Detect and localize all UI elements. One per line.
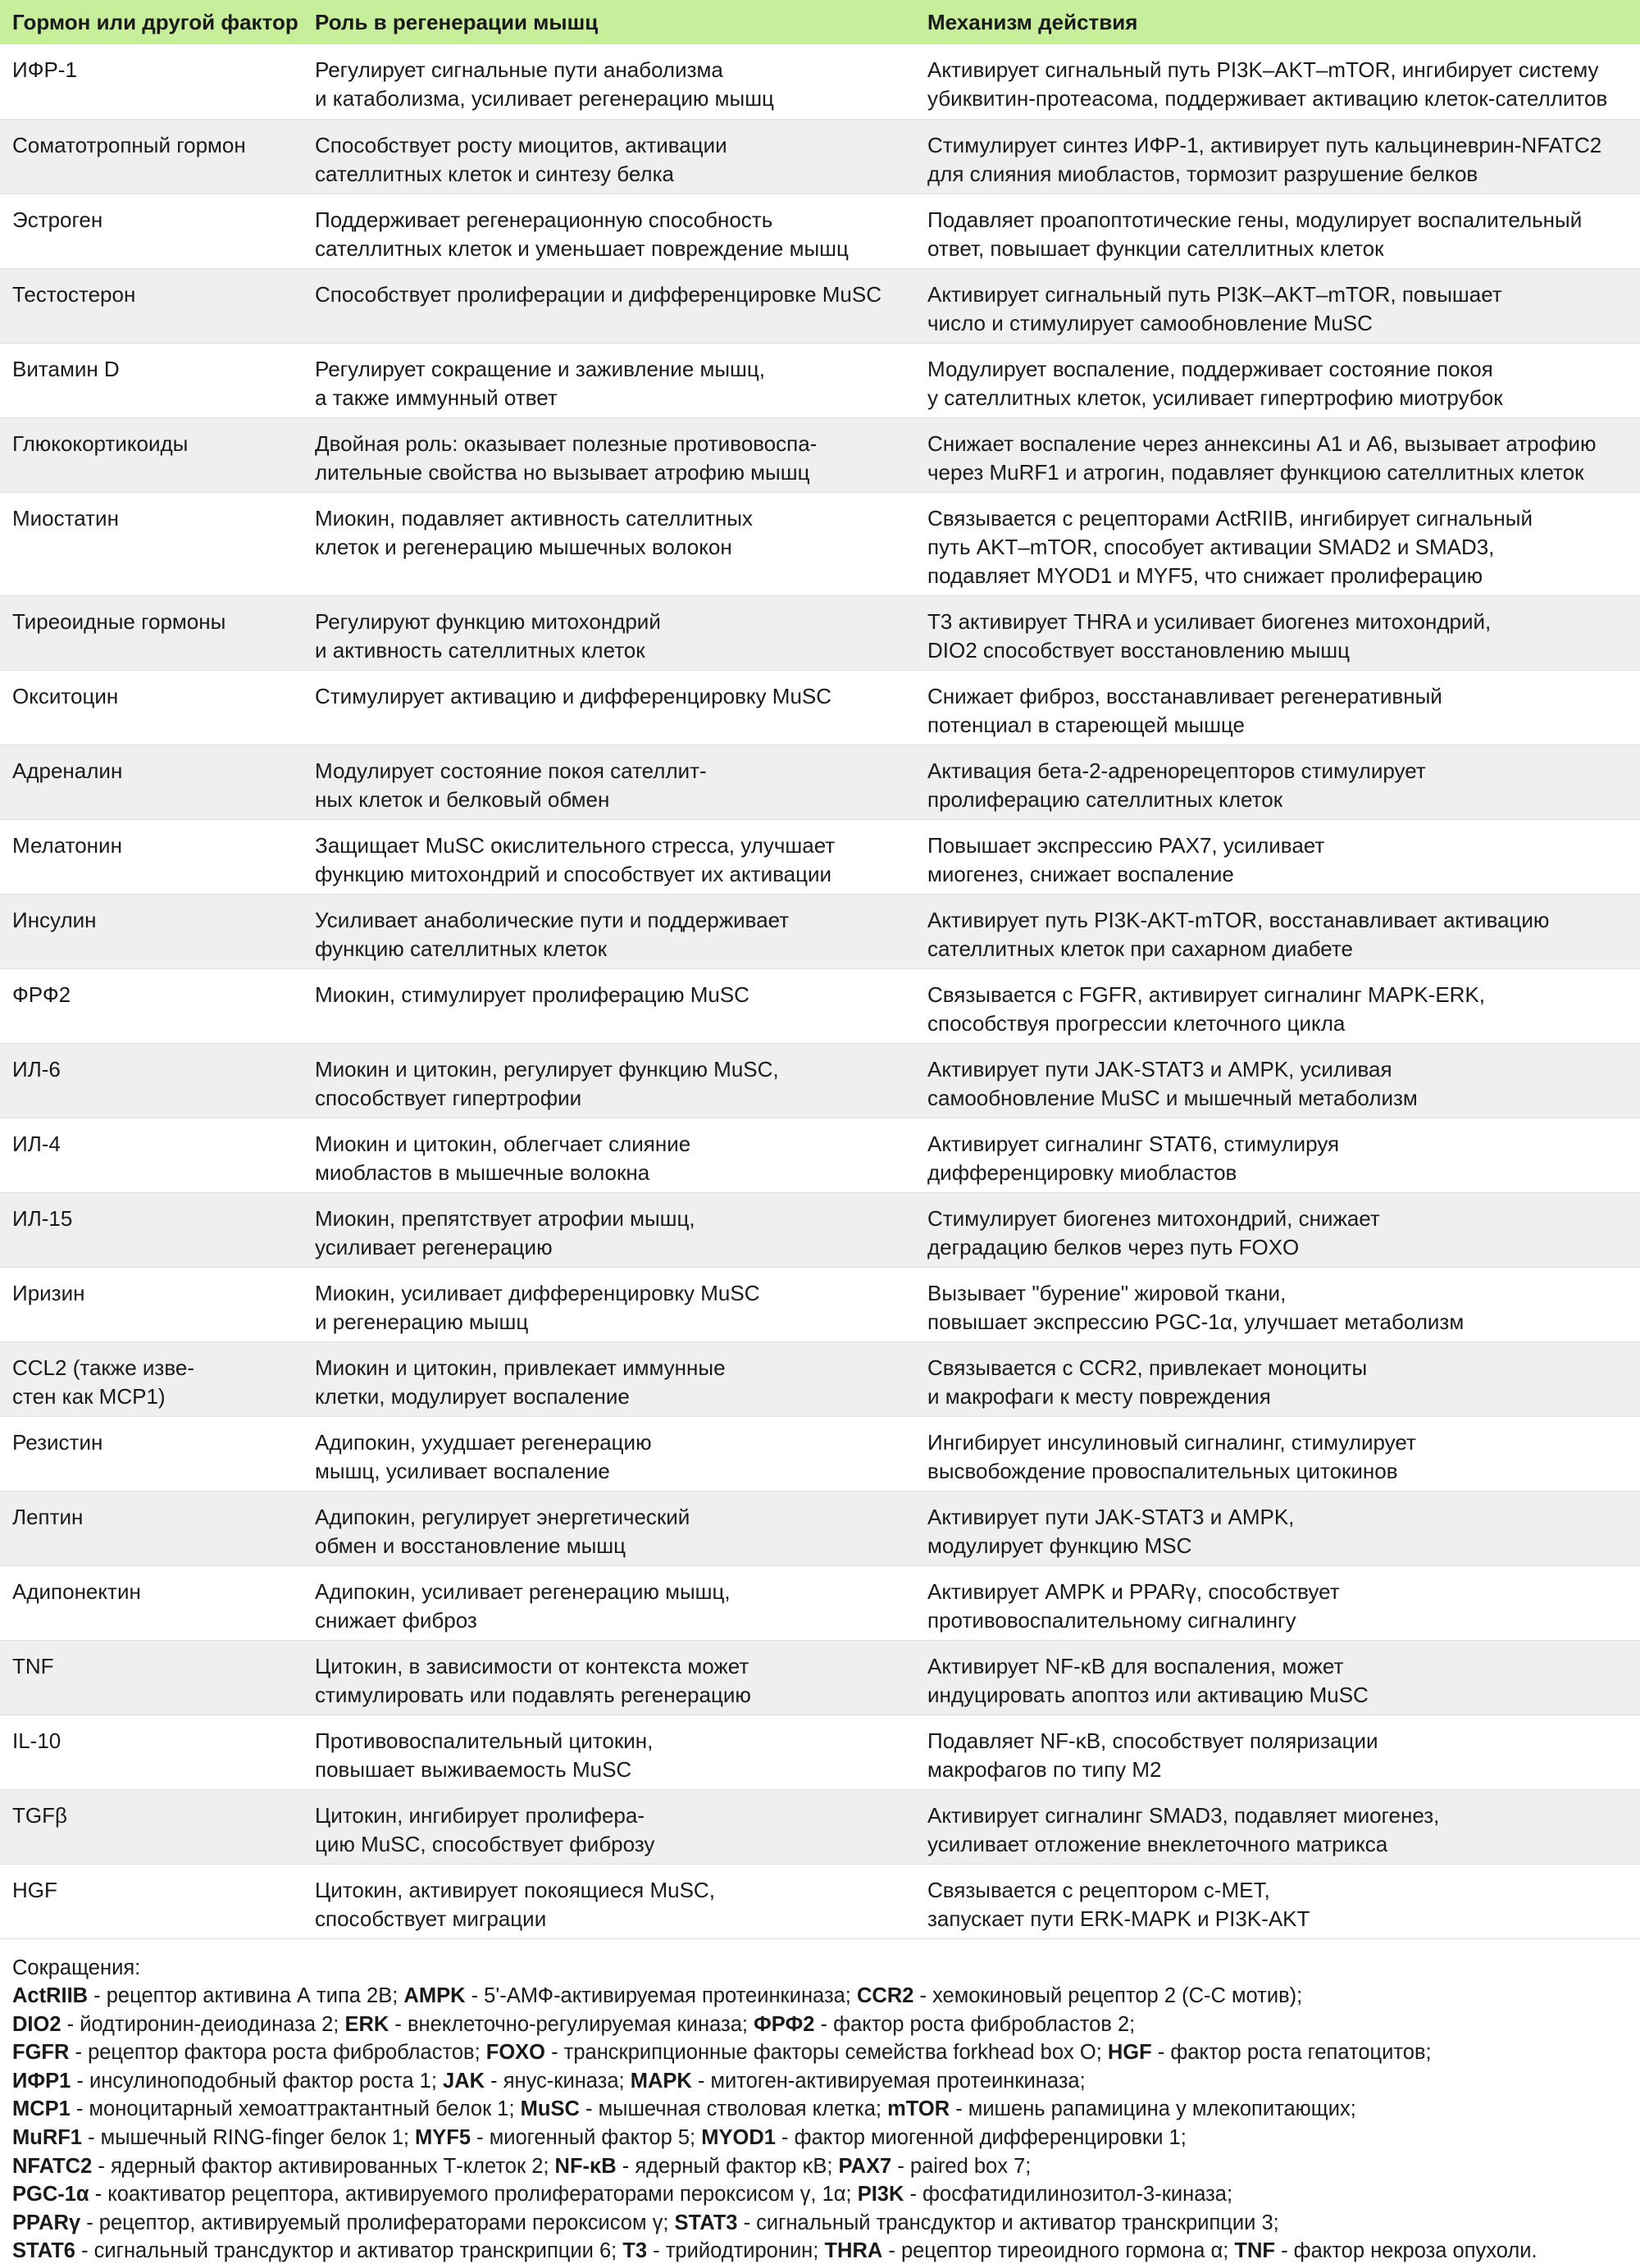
cell-role: Миокин, стимулирует пролиферацию MuSC [315,981,749,1007]
table-row [0,1640,1640,1715]
abbreviation-term: FOXO [485,2041,546,2065]
cell-mechanism: Активирует сигналинг SMAD3, подавляет миогенез, усиливает отложение внеклеточного матрикса [927,1802,1440,1856]
abbreviation-definition: - фактор роста фибробластов 2; [814,2012,1136,2036]
table-row [0,119,1640,194]
cell-role: Миокин, подавляет активность сателлитных клеток и регенерацию мышечных волокон [315,505,753,559]
cell-role: Усиливает анаболические пути и поддерживает функцию сателлитных клеток [315,907,790,961]
abbreviation-line [12,2067,1628,2096]
abbreviations-block [0,1939,1640,2266]
cell-role: Миокин и цитокин, регулирует функцию MuSC, способствует гипертрофии [315,1056,779,1110]
abbreviation-term: PAX7 [838,2154,892,2178]
cell-factor: CCL2 (также изве- стен как MCP1) [12,1355,194,1409]
abbreviation-definition: - коактиватор рецептора, активируемого пролифераторами пероксисом γ, 1α; [89,2183,858,2207]
abbreviation-term: ИФР1 [12,2069,71,2093]
table-row [0,417,1640,492]
cell-role: Миокин, препятствует атрофии мышц, усиливает регенерацию [315,1205,695,1259]
abbreviation-term: DIO2 [12,2012,61,2036]
table-row [0,894,1640,968]
abbreviation-line [12,2152,1628,2181]
table-row [0,595,1640,670]
cell-mechanism: Ингибирует инсулиновый сигналинг, стимулирует высвобождение провоспалительных цитокинов [927,1429,1416,1483]
abbreviation-definition: - фосфатидилинозитол-3-киназа; [904,2183,1233,2207]
cell-factor: Адреналин [12,758,123,783]
abbreviations-list [12,1982,1628,2266]
cell-mechanism: Активирует NF-κB для воспаления, может индуцировать апоптоз или активацию MuSC [927,1653,1369,1707]
cell-factor: Резистин [12,1429,103,1455]
table-row [0,670,1640,745]
cell-factor: Тиреоидные гормоны [12,608,226,634]
abbreviation-definition: - транскрипционные факторы семейства forkhead box O; [545,2041,1108,2065]
abbreviation-term: STAT3 [674,2211,738,2234]
table-row [0,44,1640,119]
cell-mechanism: Стимулирует биогенез митохондрий, снижает деградацию белков через путь FOXO [927,1205,1380,1259]
table-body [0,44,1640,1938]
table-row [0,1416,1640,1491]
table-row [0,968,1640,1043]
abbreviation-definition: - 5'-АМФ-активируемая протеинкиназа; [465,1984,857,2008]
cell-role: Миокин, усиливает дифференцировку MuSC и регенерацию мышц [315,1280,760,1334]
abbreviation-definition: - фактор некроза опухоли. [1274,2239,1538,2263]
cell-factor: ИЛ-15 [12,1205,73,1231]
cell-mechanism: Стимулирует синтез ИФР-1, активирует путь кальциневрин-NFATC2 для слияния миобластов, тормозит разрушение белков [927,132,1602,186]
cell-mechanism: Связывается с CCR2, привлекает моноциты и макрофаги к месту повреждения [927,1355,1368,1409]
cell-factor: Мелатонин [12,832,122,858]
cell-mechanism: Активация бета-2-адренорецепторов стимулирует пролиферацию сателлитных клеток [927,758,1426,812]
abbreviation-definition: - рецептор активина А типа 2В; [88,1984,404,2008]
abbreviation-definition: - миогенный фактор 5; [471,2126,702,2150]
table-row [0,1192,1640,1267]
abbreviation-definition: - paired box 7; [891,2154,1032,2178]
abbreviation-definition: - мышечный RING-finger белок 1; [82,2126,416,2150]
cell-role: Противовоспалительный цитокин, повышает выживаемость MuSC [315,1728,654,1782]
abbreviation-term: FGFR [12,2041,70,2065]
cell-factor: TNF [12,1653,54,1678]
abbreviation-definition: - сигнальный трансдуктор и активатор транскрипции 6; [75,2239,623,2263]
cell-role: Миокин и цитокин, облегчает слияние миобластов в мышечные волокна [315,1131,691,1185]
abbreviation-definition: - трийодтиронин; [647,2239,825,2263]
cell-mechanism: Модулирует воспаление, поддерживает состояние покоя у сателлитных клеток, усиливает гипертрофию миотрубок [927,356,1503,410]
abbreviation-definition: - мишень рапамицина у млекопитающих; [950,2097,1356,2121]
abbreviation-definition: - рецептор фактора роста фибробластов; [69,2041,486,2065]
cell-role: Защищает MuSC окислительного стресса, улучшает функцию митохондрий и способствует их активации [315,832,836,886]
table-row [0,745,1640,819]
cell-factor: Глюкокортикоиды [12,430,189,456]
table-row [0,1565,1640,1640]
abbreviation-term: NF-κB [554,2154,617,2178]
abbreviation-line [12,2124,1628,2152]
table-row [0,268,1640,343]
abbreviation-definition: - внеклеточно-регулируемая киназа; [389,2012,754,2036]
abbreviation-line [12,2011,1628,2039]
cell-role: Модулирует состояние покоя сателлит- ных клеток и белковый обмен [315,758,707,812]
cell-mechanism: Повышает экспрессию PAX7, усиливает миогенез, снижает воспаление [927,832,1325,886]
cell-factor: Инсулин [12,907,97,932]
cell-role: Поддерживает регенерационную способность сателлитных клеток и уменьшает повреждение мышц [315,207,849,261]
abbreviation-definition: - ядерный фактор κB; [616,2154,839,2178]
cell-role: Цитокин, активирует покоящиеся MuSC, способствует миграции [315,1877,715,1931]
cell-factor: Иризин [12,1280,85,1305]
abbreviation-line [12,2095,1628,2124]
cell-role: Регулирует сигнальные пути анаболизма и катаболизма, усиливает регенерацию мышц [315,57,774,111]
abbreviation-term: PGC-1α [12,2183,89,2207]
table-row [0,343,1640,417]
cell-role: Адипокин, регулирует энергетический обмен и восстановление мышц [315,1504,690,1558]
header-row [0,0,1640,44]
cell-factor: Адипонектин [12,1578,141,1604]
table-row [0,1341,1640,1416]
cell-mechanism: Снижает воспаление через аннексины А1 и А6, вызывает атрофию через MuRF1 и атрогин, подавляет функциою сателлитных клеток [927,430,1597,485]
cell-mechanism: Активирует AMPK и PPARγ, способствует противовоспалительному сигналингу [927,1578,1340,1633]
cell-mechanism: Активирует сигналинг STAT6, стимулируя дифференцировку миобластов [927,1131,1340,1185]
abbreviation-definition: - рецептор, активируемый пролифераторами пероксисом γ; [80,2211,675,2234]
table-row [0,819,1640,894]
abbreviations-title: Сокращения: [12,1956,141,1979]
cell-mechanism: Подавляет NF-κB, способствует поляризации макрофагов по типу M2 [927,1728,1378,1782]
cell-mechanism: Подавляет проапоптотические гены, модулирует воспалительный ответ, повышает функции сателлитных клеток [927,207,1583,261]
table-row [0,1789,1640,1864]
cell-factor: Тестостерон [12,281,136,307]
cell-factor: Витамин D [12,356,120,381]
cell-mechanism: T3 активирует THRA и усиливает биогенез митохондрий, DIO2 способствует восстановлению мышц [927,608,1492,663]
abbreviation-term: T3 [622,2239,648,2263]
table-row [0,1864,1640,1938]
cell-mechanism: Активирует пути JAK-STAT3 и AMPK, модулирует функцию MSC [927,1504,1295,1558]
table-row [0,1043,1640,1118]
abbreviation-term: mTOR [887,2097,950,2121]
abbreviation-term: MuSC [520,2097,580,2121]
abbreviation-line [12,2038,1628,2067]
table-row [0,1267,1640,1341]
cell-factor: ФРФ2 [12,981,71,1007]
cell-factor: ИФР-1 [12,57,77,82]
cell-role: Цитокин, ингибирует пролифера- цию MuSC, способствует фиброзу [315,1802,655,1856]
abbreviation-line [12,2209,1628,2238]
abbreviation-definition: - хемокиновый рецептор 2 (C-C мотив); [913,1984,1303,2008]
abbreviation-term: HGF [1107,2041,1152,2065]
abbreviation-term: JAK [443,2069,485,2093]
abbreviation-definition: - инсулиноподобный фактор роста 1; [71,2069,444,2093]
abbreviation-line [12,2180,1628,2209]
cell-role: Способствует росту миоцитов, активации сателлитных клеток и синтезу белка [315,132,727,186]
abbreviation-term: ФРФ2 [754,2012,815,2036]
cell-mechanism: Снижает фиброз, восстанавливает регенеративный потенциал в стареющей мышце [927,683,1442,737]
cell-role: Стимулирует активацию и дифференцировку MuSC [315,683,832,708]
abbreviation-definition: - фактор миогенной дифференцировки 1; [775,2126,1187,2150]
cell-mechanism: Связывается с FGFR, активирует сигналинг MAPK-ERK, способствуя прогрессии клеточного цикла [927,981,1486,1036]
table-header [0,0,1640,44]
cell-factor: Миостатин [12,505,119,531]
cell-role: Адипокин, ухудшает регенерацию мышц, усиливает воспаление [315,1429,652,1483]
cell-role: Регулируют функцию митохондрий и активность сателлитных клеток [315,608,661,663]
cell-factor: ИЛ-6 [12,1056,61,1082]
abbreviation-term: MCP1 [12,2097,71,2121]
cell-factor: HGF [12,1877,57,1902]
header-factor: Гормон или другой фактор [12,10,298,34]
cell-role: Цитокин, в зависимости от контекста может стимулировать или подавлять регенерацию [315,1653,751,1707]
abbreviation-term: STAT6 [12,2239,75,2263]
abbreviation-term: THRA [824,2239,883,2263]
cell-mechanism: Активирует сигнальный путь PI3K–AKT–mTOR, ингибирует систему убиквитин-протеасома, поддерживает активацию клеток-сателлитов [927,57,1608,111]
cell-role: Миокин и цитокин, привлекает иммунные клетки, модулирует воспаление [315,1355,726,1409]
abbreviation-definition: - фактор роста гепатоцитов; [1151,2041,1432,2065]
cell-mechanism: Активирует пути JAK-STAT3 и AMPK, усиливая самообновление MuSC и мышечный метаболизм [927,1056,1418,1110]
header-role: Роль в регенерации мышц [315,10,599,34]
cell-factor: Окситоцин [12,683,119,708]
abbreviation-definition: - рецептор тиреоидного гормона α; [882,2239,1235,2263]
abbreviation-definition: - мышечная стволовая клетка; [579,2097,888,2121]
cell-role: Адипокин, усиливает регенерацию мышц, снижает фиброз [315,1578,731,1633]
abbreviation-definition: - сигнальный трансдуктор и активатор транскрипции 3; [737,2211,1279,2234]
cell-mechanism: Вызывает "бурение" жировой ткани, повышает экспрессию PGC-1α, улучшает метаболизм [927,1280,1465,1334]
abbreviation-line [12,2237,1628,2266]
abbreviation-term: PPARγ [12,2211,81,2234]
cell-factor: TGFβ [12,1802,67,1828]
cell-mechanism: Активирует сигнальный путь PI3K–AKT–mTOR, повышает число и стимулирует самообновление MuSC [927,281,1502,335]
cell-mechanism: Связывается с рецептором c-MET, запускает пути ERK-MAPK и PI3K-AKT [927,1877,1310,1931]
abbreviation-line [12,1982,1628,2011]
cell-role: Регулирует сокращение и заживление мышц, а также иммунный ответ [315,356,766,410]
table-row [0,1118,1640,1192]
cell-role: Способствует пролиферации и дифференцировке MuSC [315,281,882,307]
abbreviation-definition: - йодтиронин-деиодиназа 2; [61,2012,345,2036]
abbreviation-definition: - янус-киназа; [485,2069,631,2093]
abbreviation-term: ERK [344,2012,390,2036]
abbreviation-definition: - митоген-активируемая протеинкиназа; [691,2069,1086,2093]
cell-factor: Лептин [12,1504,84,1529]
table-row [0,1715,1640,1789]
abbreviation-term: ActRIIB [12,1984,89,2008]
abbreviation-term: MAPK [630,2069,692,2093]
cell-factor: Соматотропный гормон [12,132,246,157]
abbreviation-definition: - ядерный фактор активированных Т-клеток 2; [92,2154,555,2178]
table-row [0,194,1640,268]
cell-role: Двойная роль: оказывает полезные противовоспа- лительные свойства но вызывает атрофию мышц [315,430,818,485]
abbreviation-term: CCR2 [856,1984,914,2008]
abbreviation-term: MYF5 [415,2126,472,2150]
abbreviation-term: TNF [1234,2239,1275,2263]
abbreviation-definition: - моноцитарный хемоаттрактантный белок 1; [70,2097,521,2121]
abbreviation-term: MYOD1 [701,2126,776,2150]
table-row [0,492,1640,595]
cell-factor: IL-10 [12,1728,61,1753]
header-mechanism: Механизм действия [927,10,1138,34]
table-row [0,1491,1640,1565]
abbreviation-term: NFATC2 [12,2154,93,2178]
abbreviation-term: AMPK [403,1984,466,2008]
cell-mechanism: Активирует путь PI3K-AKT-mTOR, восстанавливает активацию сателлитных клеток при сахарном диабете [927,907,1550,961]
abbreviation-term: PI3K [857,2183,904,2207]
cell-factor: Эстроген [12,207,103,232]
cell-mechanism: Связывается с рецепторами ActRIIB, ингибирует сигнальный путь AKT–mTOR, способует активации SMAD2 и SMAD3, подавляет MYOD1 и MYF5, что снижает пролиферацию [927,505,1533,588]
abbreviation-term: MuRF1 [12,2126,82,2150]
cell-factor: ИЛ-4 [12,1131,61,1156]
